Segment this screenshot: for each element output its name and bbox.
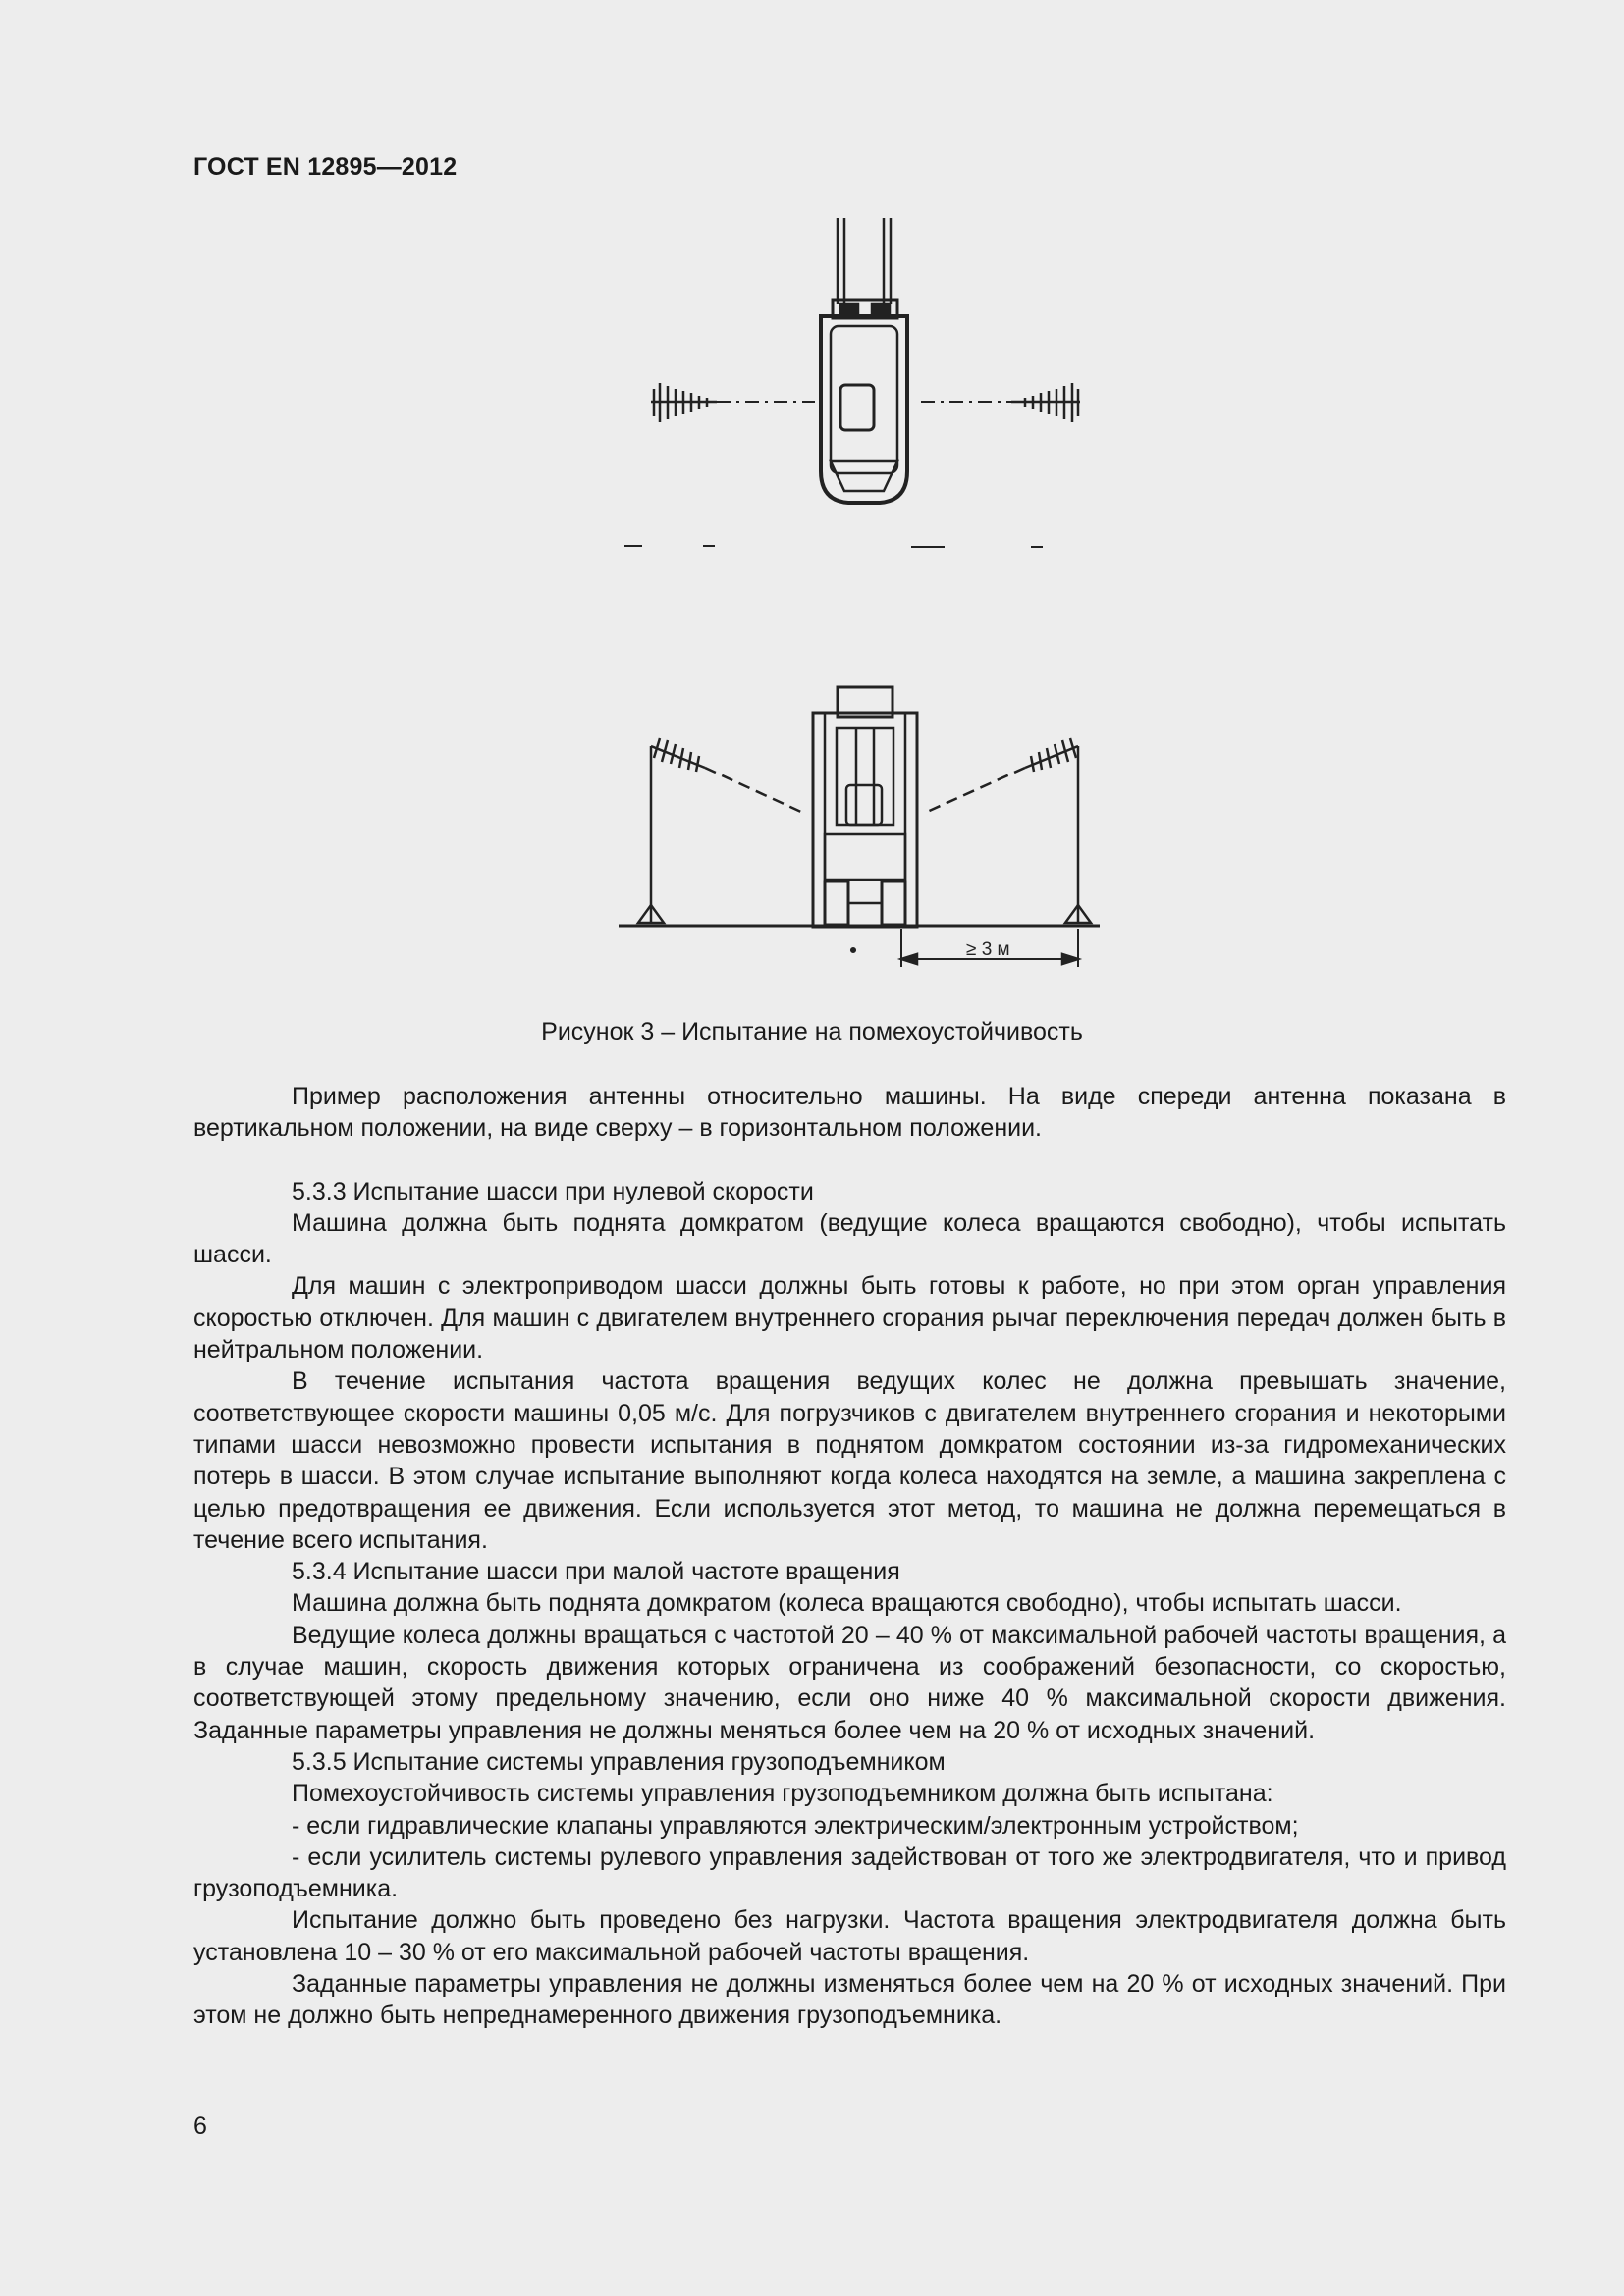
top-view-forklift <box>821 218 907 503</box>
top-view-right-antenna <box>921 383 1080 422</box>
section-heading-5-3-4: 5.3.4 Испытание шасси при малой частоте вращения <box>292 1558 900 1586</box>
body-text <box>193 1081 1506 2032</box>
paragraph: Ведущие колеса должны вращаться с частотой 20 – 40 % от максимальной рабочей частоты вращения, а в случае машин, скорость движения которых ограничена из соображений безопасности, со скоростью, соответствующей этому предельному значению, если оно ниже 40 % максимальной скорости движения. Заданные параметры управления не должны меняться более чем на 20 % от исходных значений. <box>193 1621 1506 1744</box>
paragraph: Испытание должно быть проведено без нагрузки. Частота вращения электродвигателя должна быть установлена 10 – 30 % от его максимальной рабочей частоты вращения. <box>193 1906 1506 1966</box>
figure-3-diagram <box>0 0 1624 991</box>
front-view-forklift <box>813 687 917 927</box>
paragraph: Машина должна быть поднята домкратом (ведущие колеса вращаются свободно), чтобы испытать шасси. <box>193 1208 1506 1269</box>
paragraph: Машина должна быть поднята домкратом (колеса вращаются свободно), чтобы испытать шасси. <box>292 1589 1402 1618</box>
paragraph: Пример расположения антенны относительно машины. На виде спереди антенна показана в вертикальном положении, на виде сверху – в горизонтальном положении. <box>193 1083 1506 1143</box>
list-item: - если усилитель системы рулевого управления задействован от того же электродвигателя, что и привод грузоподъемника. <box>193 1842 1506 1903</box>
dimension-label: ≥ 3 м <box>966 939 1010 960</box>
paragraph: Помехоустойчивость системы управления грузоподъемником должна быть испытана: <box>292 1780 1273 1808</box>
paragraph: В течение испытания частота вращения ведущих колес не должна превышать значение, соответствующее скорости машины 0,05 м/с. Для погрузчиков с двигателем внутреннего сгорания и некоторыми типами шасси невозможно провести испытания в поднятом домкратом состоянии из-за гидромеханических потерь в шасси. В этом случае испытание выполняют когда колеса находятся на земле, а машина закреплена с целью предотвращения ее движения. Если используется этот метод, то машина не должна перемещаться в течение всего испытания. <box>193 1367 1506 1554</box>
paragraph: Заданные параметры управления не должны изменяться более чем на 20 % от исходных значений. При этом не должно быть непреднамеренного движения грузоподъемника. <box>193 1970 1506 2030</box>
paragraph: Для машин с электроприводом шасси должны быть готовы к работе, но при этом орган управления скоростью отключен. Для машин с двигателем внутреннего сгорания рычаг переключения передач должен быть в нейтральном положении. <box>193 1272 1506 1364</box>
page-number: 6 <box>193 2112 207 2140</box>
figure-caption: Рисунок 3 – Испытание на помехоустойчивость <box>541 1018 1083 1045</box>
section-heading-5-3-5: 5.3.5 Испытание системы управления грузоподъемником <box>292 1747 946 1776</box>
list-item: - если гидравлические клапаны управляются электрическим/электронным устройством; <box>292 1811 1299 1840</box>
section-heading-5-3-3: 5.3.3 Испытание шасси при нулевой скорости <box>292 1177 814 1205</box>
top-view-left-antenna <box>651 383 815 422</box>
front-view-left-antenna <box>638 738 803 923</box>
document-header: ГОСТ EN 12895—2012 <box>193 153 458 181</box>
front-view-right-antenna <box>925 738 1091 923</box>
